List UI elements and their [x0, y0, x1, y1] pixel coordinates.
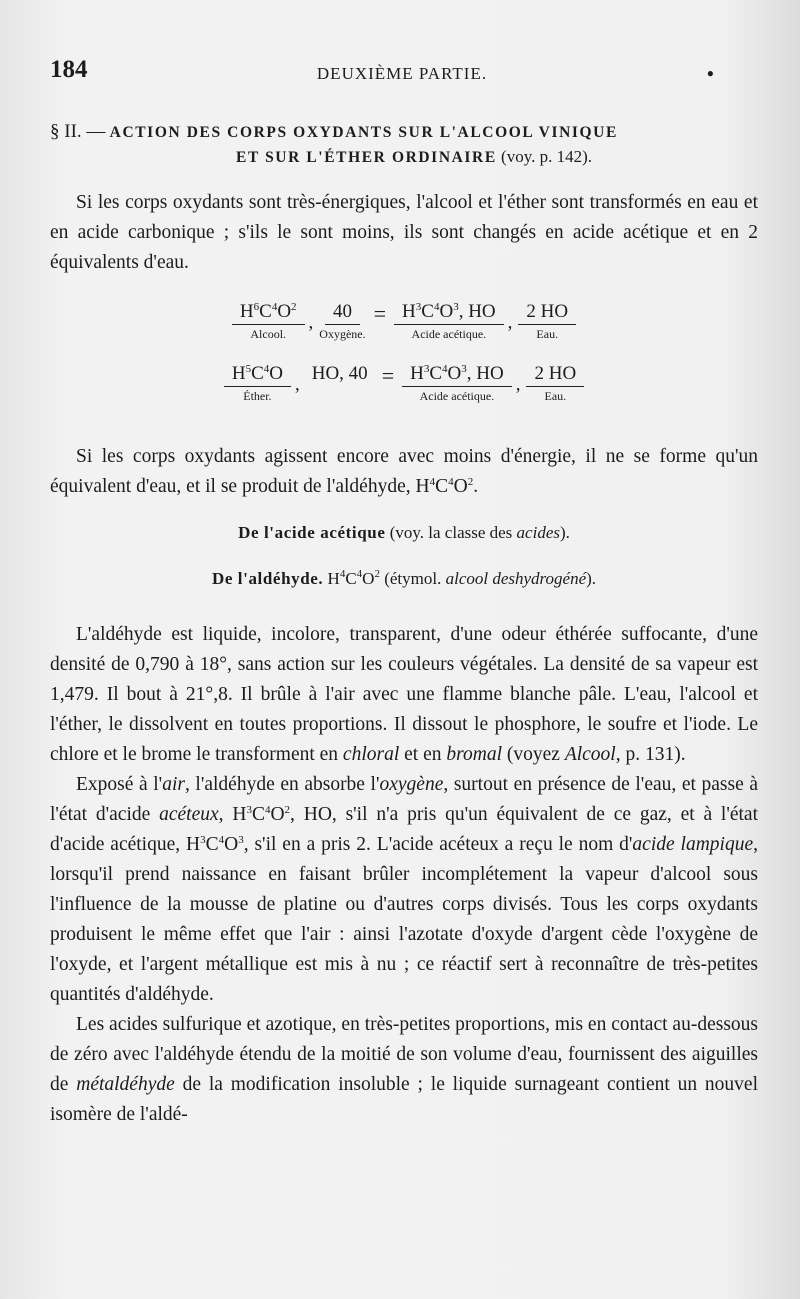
- equation-ether: $H^5C^4O$ Éther. , HO, 40 = $H^3C^4O^3$, HO Acide acétique. , 2 HO Eau.: [50, 362, 758, 424]
- paragraph-4: Exposé à l'air, l'aldéhyde en absorbe l'oxygène, surtout en présence de l'eau, et passe à l'état d'acide acéteux, $H^3C^4O^2$, HO, s'il n'a pris qu'un équivalent de ce gaz, et à l'état d'acide acétique, $H^3C^4O^3$, s'il en a pris 2. L'acide acéteux a reçu le nom d'acide lampique, lorsqu'il prend naissance en faisant brûler incomplétement la vapeur d'alcool sous l'influence de la mousse de platine ou d'autres corps divisés. Tous les corps oxydants produisent le même effet que l'air : ainsi l'azotate d'oxyde d'argent cède l'oxygène de l'oxyde, et l'argent métallique est mis à nu ; ce réactif sert à reconnaître de très-petites quantités d'aldéhyde.: [50, 774, 759, 1005]
- term-acide-acetique: $H^3C^4O^3$, HO Acide acétique.: [394, 300, 504, 343]
- section-number: § II. —: [50, 121, 106, 142]
- section-title-line1: ACTION DES CORPS OXYDANTS SUR L'ALCOOL VINIQUE: [109, 124, 618, 141]
- paragraph-2: Si les corps oxydants agissent encore avec moins d'énergie, il ne se forme qu'un équivalent d'eau, et il se produit de l'aldéhyde, $H^4C^4O^2$.: [50, 446, 758, 497]
- header-mark: ●: [706, 66, 714, 80]
- label-alcool: Alcool.: [250, 327, 287, 341]
- running-head: DEUXIÈME PARTIE.: [316, 64, 488, 83]
- term-ether: $H^5C^4O$ Éther.: [224, 362, 291, 405]
- section-ref: (voy. p. 142).: [501, 147, 592, 166]
- label-ether: Éther.: [243, 389, 272, 403]
- section-title: [50, 120, 758, 170]
- subheading-acide-acetique: De l'acide acétique (voy. la classe des acides).: [238, 523, 570, 542]
- term-eau-2: 2 HO Eau.: [526, 362, 584, 405]
- label-eau: Eau.: [536, 327, 559, 341]
- page-body: [50, 120, 758, 1130]
- term-oxygene: 40 Oxygène.: [319, 301, 366, 341]
- subheading-aldehyde: De l'aldéhyde. $H^4C^4O^2$ (étymol. alcool deshydrogéné).: [211, 568, 597, 588]
- term-eau: 2 HO Eau.: [518, 300, 576, 343]
- term-acide-acetique-2: $H^3C^4O^3$, HO Acide acétique.: [402, 362, 512, 405]
- label-oxygene: Oxygène.: [319, 327, 366, 341]
- equals-sign-2: =: [381, 363, 395, 388]
- paragraph-1: Si les corps oxydants sont très-énergiques, l'alcool et l'éther sont transformés en eau et en acide carbonique ; s'ils le sont moins, ils sont changés en acide acétique et en 2 équivalents d'eau.: [50, 192, 758, 273]
- paragraph-5: Les acides sulfurique et azotique, en très-petites proportions, mis en contact au-dessous de zéro avec l'aldéhyde étendu de la moitié de son volume d'eau, fournissent des aiguilles de métaldéhyde de la modification insoluble ; le liquide surnageant contient un nouvel isomère de l'aldé-: [50, 1014, 758, 1125]
- term-alcool: $H^6C^4O^2$ Alcool.: [232, 300, 305, 343]
- equations: [50, 300, 758, 424]
- equation-alcohol: $H^6C^4O^2$ Alcool. , 40 Oxygène. = $H^3C^4O^3$, HO Acide acétique. , 2 HO Eau.: [50, 300, 758, 362]
- label-acide-acetique: Acide acétique.: [411, 327, 487, 341]
- page-number: 184: [50, 56, 88, 83]
- term-ho-40: HO, 40: [311, 363, 368, 384]
- paragraph-3: L'aldéhyde est liquide, incolore, transparent, d'une odeur éthérée suffocante, d'une densité de 0,790 à 18°, sans action sur les couleurs végétales. La densité de sa vapeur est 1,479. Il bout à 21°,8. Il brûle à l'air avec une flamme blanche pâle. L'eau, l'alcool et l'éther, le dissolvent en toutes proportions. Il dissout le phosphore, le soufre et l'iode. Le chlore et le brome le transforment en chloral et en bromal (voyez Alcool, p. 131).: [50, 624, 758, 765]
- section-title-line2: ET SUR L'ÉTHER ORDINAIRE: [236, 149, 497, 166]
- page-header: [50, 56, 754, 88]
- label-acide-acetique-2: Acide acétique.: [419, 389, 495, 403]
- equals-sign: =: [373, 301, 387, 326]
- label-eau-2: Eau.: [544, 389, 567, 403]
